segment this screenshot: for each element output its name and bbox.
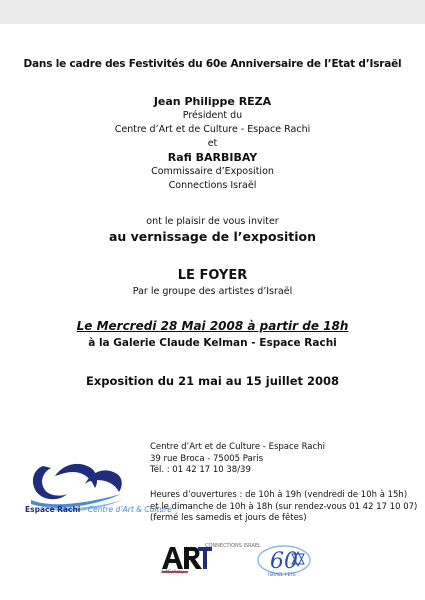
host1-role-line1: Président du: [182, 110, 243, 121]
vernissage-line: au vernissage de l’exposition: [108, 229, 317, 244]
hours-line2: et le dimanche de 10h à 18h (sur rendez-vous 01 42 17 10 07): [150, 501, 418, 512]
event-date: Le Mercredi 28 Mai 2008 à partir de 18h: [76, 319, 349, 333]
logo-text-italic: - Centre d’Art & Culture: [82, 505, 172, 514]
svg-text:60: 60: [270, 549, 298, 574]
art-logo-subtext: ArtGallery: [161, 570, 184, 575]
hours-block: [150, 490, 417, 525]
gallery-line: à la Galerie Claude Kelman - Espace Rachi: [88, 337, 337, 349]
art-logo-small-text: CONNECTIONS ISRAEL: [205, 543, 261, 549]
exhibition-title: LE FOYER: [177, 268, 248, 283]
espace-rachi-logo-text: [25, 505, 172, 514]
host1-name: Jean Philippe REZA: [153, 95, 272, 108]
hours-line3: (fermé les samedis et jours de fêtes): [150, 513, 307, 523]
address-block: [150, 442, 325, 477]
host1-role-line2: Centre d’Art et de Culture - Espace Rachi: [114, 124, 311, 135]
and-connector: et: [207, 138, 218, 149]
address-line1: Centre d’Art et de Culture - Espace Rachi: [150, 442, 325, 452]
exhibition-dates: Exposition du 21 mai au 15 juillet 2008: [85, 374, 340, 388]
intro-line: Dans le cadre des Festivités du 60e Anniversaire de l’Etat d’Israël: [23, 58, 402, 70]
host2-role-line2: Connections Israël: [168, 180, 257, 191]
host2-name: Rafi BARBIBAY: [167, 151, 258, 164]
top-band: [0, 0, 425, 24]
exhibition-subtitle: Par le groupe des artistes d’Israël: [132, 286, 293, 297]
address-line2: 39 rue Broca - 75005 Paris: [150, 453, 264, 464]
host2-role-line1: Commissaire d’Exposition: [151, 166, 274, 177]
sixtieth-logo-subtext: ISRAEL FETE: [268, 573, 297, 578]
logo-text-bold: Espace Rachi: [25, 505, 81, 514]
address-phone: Tél. : 01 42 17 10 38/39: [150, 465, 251, 475]
hours-line1: Heures d’ouvertures : de 10h à 19h (vendredi de 10h à 15h): [150, 490, 408, 500]
invite-line: ont le plaisir de vous inviter: [146, 216, 279, 227]
